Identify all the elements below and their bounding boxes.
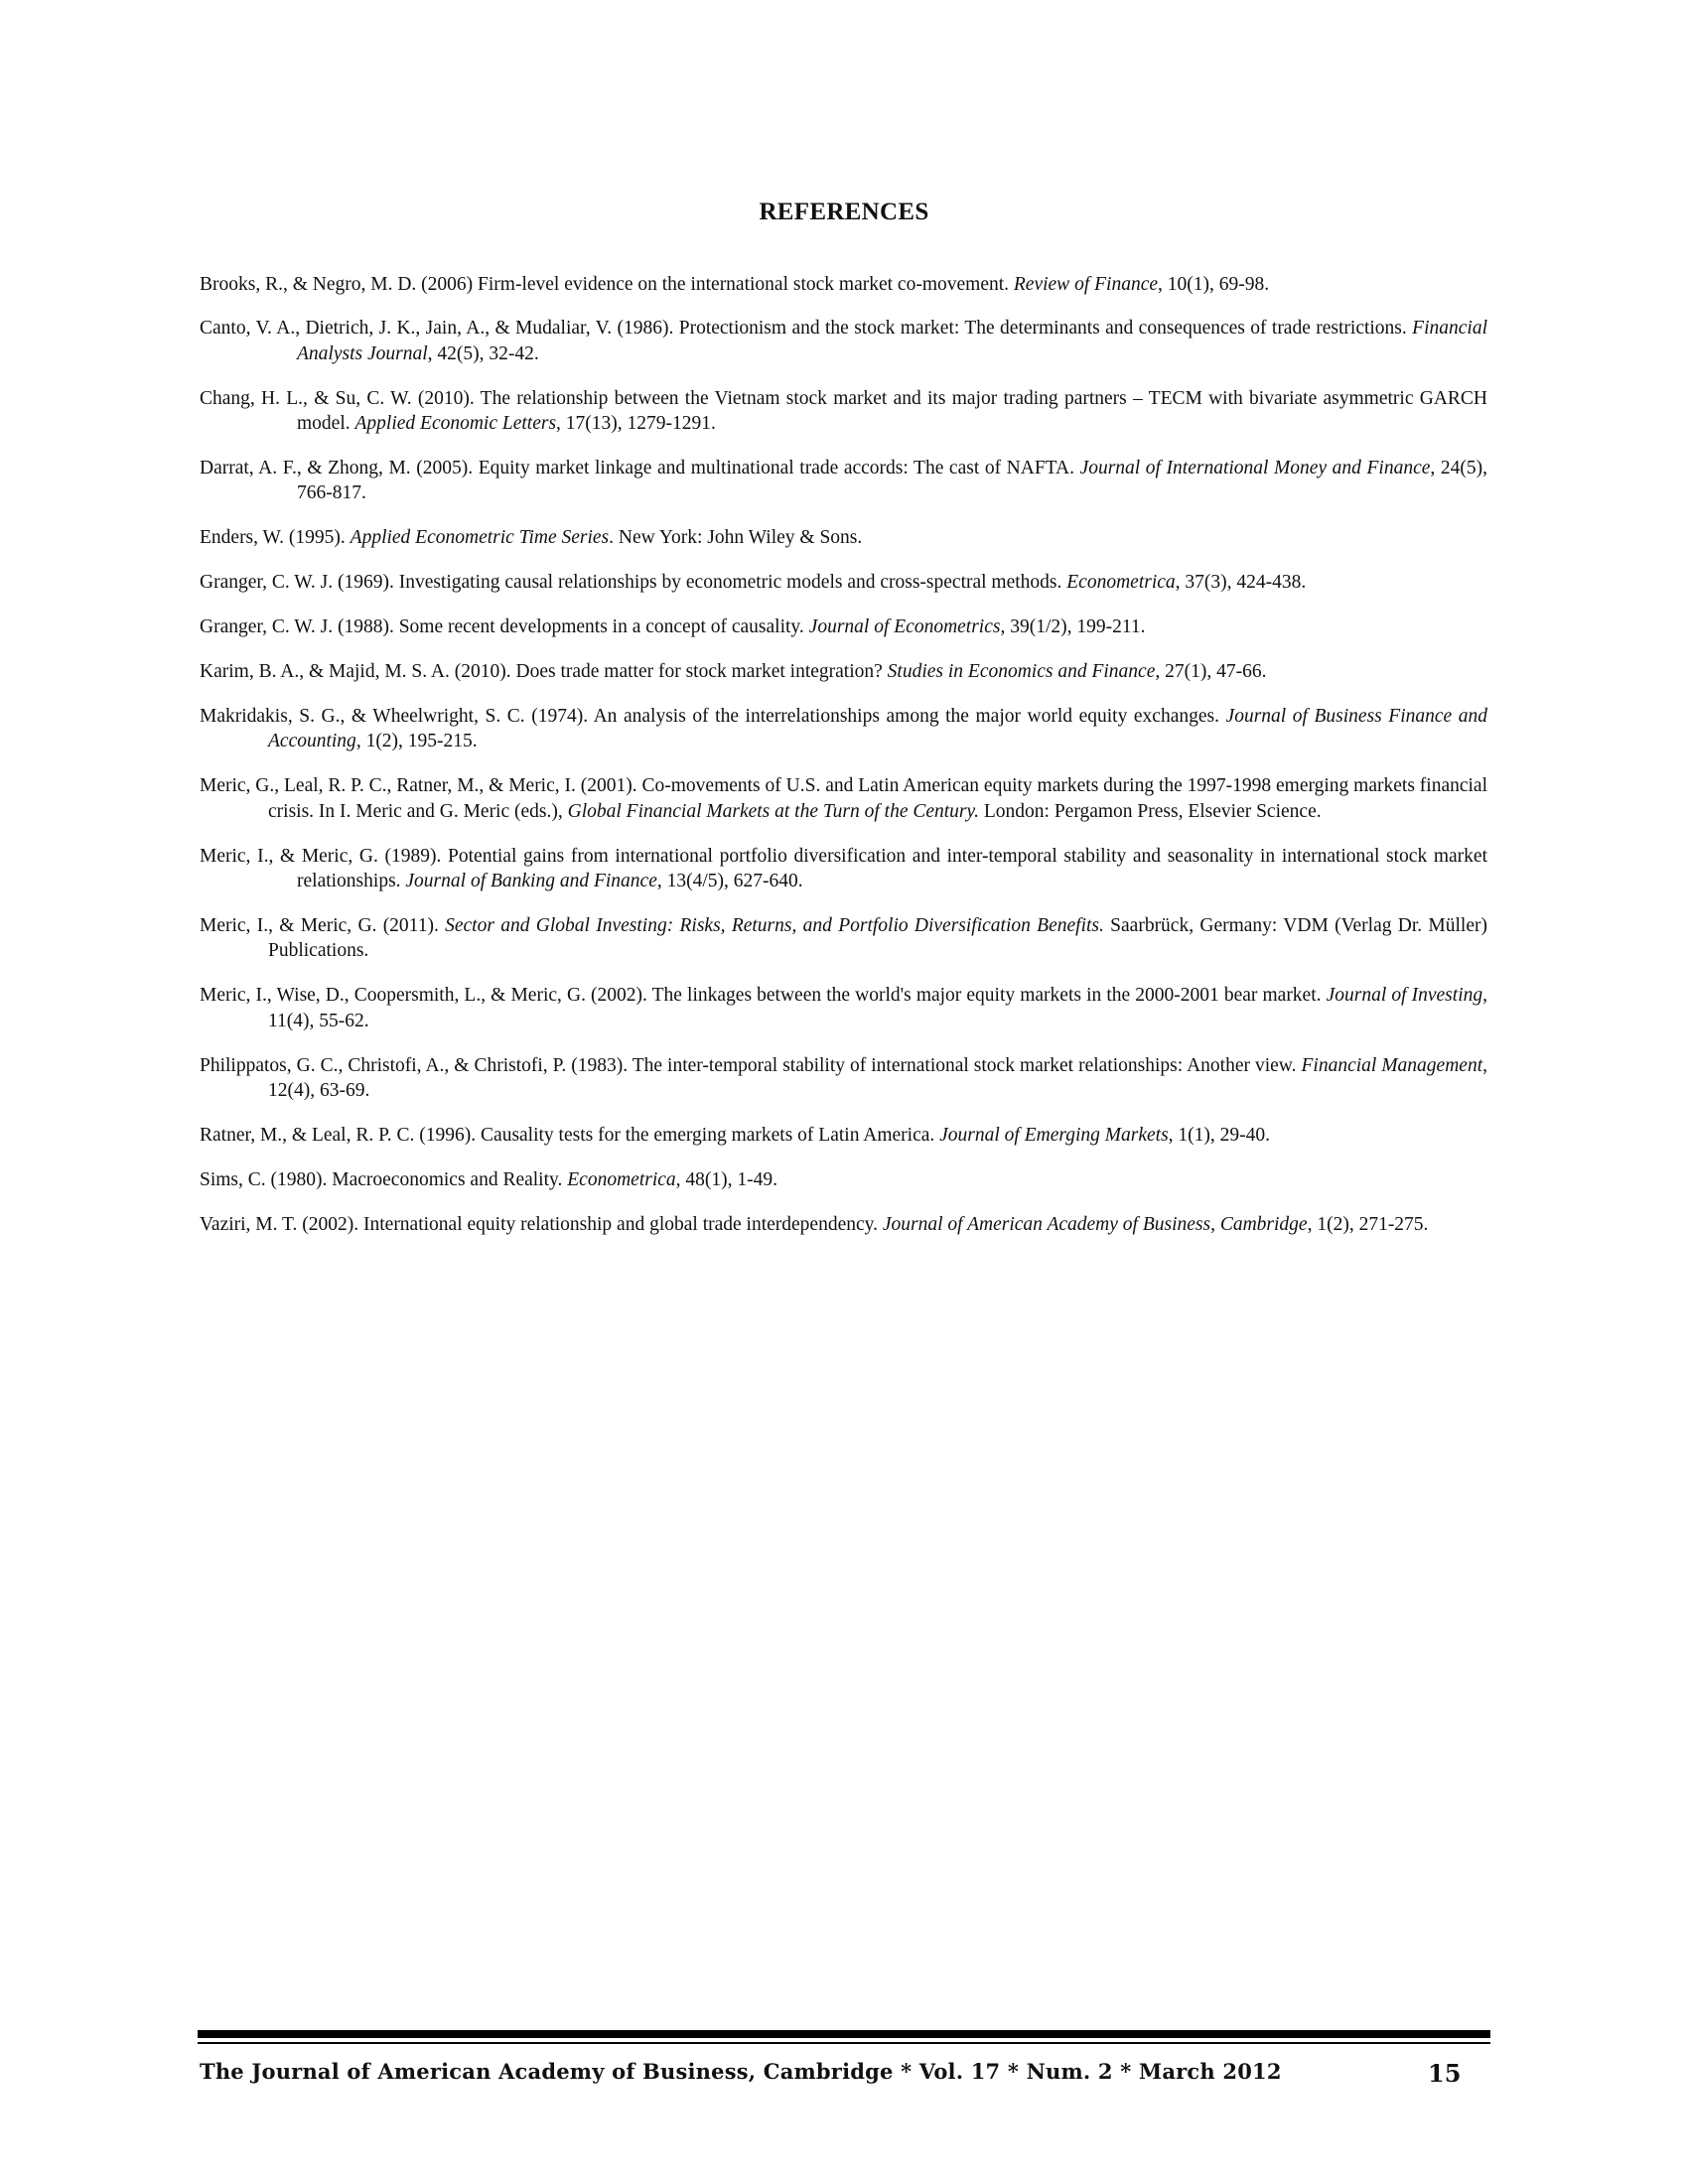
reference-item: Meric, I., & Meric, G. (2011). Sector and Global Investing: Risks, Returns, and Portfolio Diversification Benefits. Saarbrück, Germany: VDM (Verlag Dr. Müller) Publications. xyxy=(200,914,1487,962)
reference-item: Meric, I., Wise, D., Coopersmith, L., & Meric, G. (2002). The linkages between the world's major equity markets in the 2000-2001 bear market. Journal of Investing, 11(4), 55-62. xyxy=(200,985,1487,1031)
page-number: 15 xyxy=(1428,2059,1462,2088)
page-title: REFERENCES xyxy=(759,199,929,225)
reference-item: Darrat, A. F., & Zhong, M. (2005). Equity market linkage and multinational trade accords: The cast of NAFTA. Journal of International Money and Finance, 24(5), 766-817. xyxy=(200,458,1487,504)
reference-item: Granger, C. W. J. (1969). Investigating causal relationships by econometric models and cross-spectral methods. Econometrica, 37(3), 424-438. xyxy=(200,572,1307,594)
reference-item: Sims, C. (1980). Macroeconomics and Reality. Econometrica, 48(1), 1-49. xyxy=(200,1168,778,1190)
reference-item: Brooks, R., & Negro, M. D. (2006) Firm-level evidence on the international stock market co-movement. Review of Finance, 10(1), 69-98. xyxy=(200,273,1270,295)
reference-list xyxy=(200,252,1487,1257)
reference-item: Vaziri, M. T. (2002). International equity relationship and global trade interdependency. Journal of American Academy of Business, Cambridge, 1(2), 271-275. xyxy=(200,1213,1429,1235)
reference-item: Meric, I., & Meric, G. (1989). Potential gains from international portfolio diversification and inter-temporal stability and seasonality in international stock market relationships. Journal of Banking and Finance, 13(4/5), 627-640. xyxy=(200,845,1487,891)
reference-item: Ratner, M., & Leal, R. P. C. (1996). Causality tests for the emerging markets of Latin America. Journal of Emerging Markets, 1(1), 29-40. xyxy=(200,1124,1271,1146)
reference-item: Granger, C. W. J. (1988). Some recent developments in a concept of causality. Journal of Econometrics, 39(1/2), 199-211. xyxy=(200,616,1146,638)
footer-rule xyxy=(198,2030,1490,2038)
reference-item: Makridakis, S. G., & Wheelwright, S. C. (1974). An analysis of the interrelationships among the major world equity exchanges. Journal of Business Finance and Accounting, 1(2), 195-215. xyxy=(200,705,1488,752)
reference-item: Meric, G., Leal, R. P. C., Ratner, M., & Meric, I. (2001). Co-movements of U.S. and Latin American equity markets during the 1997-1998 emerging markets financial crisis. In I. Meric and G. Meric (eds.), Global Financial Markets at the Turn of the Century. London: Pergamon Press, Elsevier Science. xyxy=(200,775,1487,822)
footer-rule-thin xyxy=(198,2042,1490,2044)
reference-item: Enders, W. (1995). Applied Econometric Time Series. New York: John Wiley & Sons. xyxy=(200,527,863,549)
reference-item: Philippatos, G. C., Christofi, A., & Christofi, P. (1983). The inter-temporal stability of international stock market relationships: Another view. Financial Management, 12(4), 63-69. xyxy=(200,1054,1487,1101)
reference-item: Chang, H. L., & Su, C. W. (2010). The relationship between the Vietnam stock market and its major trading partners – TECM with bivariate asymmetric GARCH model. Applied Economic Letters, 17(13), 1279-1291. xyxy=(200,387,1487,435)
footer-journal-citation: The Journal of American Academy of Business, Cambridge * Vol. 17 * Num. 2 * March 2012 xyxy=(200,2059,1282,2084)
reference-item: Karim, B. A., & Majid, M. S. A. (2010). Does trade matter for stock market integration? Studies in Economics and Finance, 27(1), 47-66. xyxy=(200,661,1267,683)
reference-item: Canto, V. A., Dietrich, J. K., Jain, A., & Mudaliar, V. (1986). Protectionism and the stock market: The determinants and consequences of trade restrictions. Financial Analysts Journal, 42(5), 32-42. xyxy=(200,318,1487,364)
